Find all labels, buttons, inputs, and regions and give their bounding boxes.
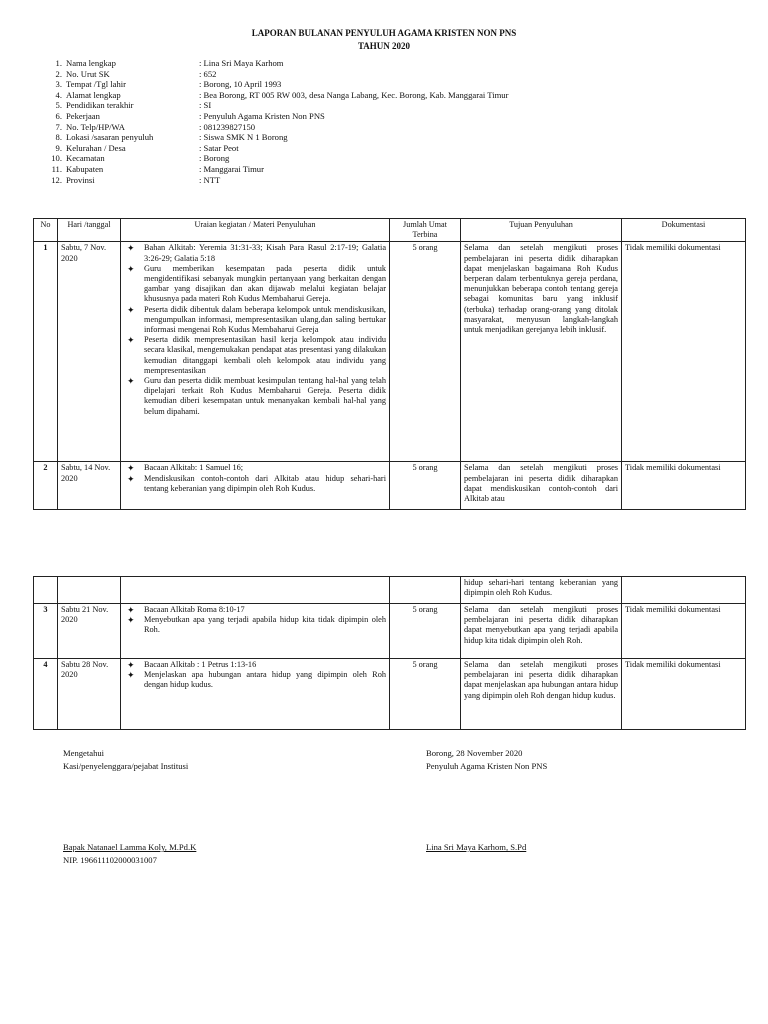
cell-uraian xyxy=(121,604,390,659)
activity-list xyxy=(124,463,386,494)
profile-label: Kelurahan / Desa xyxy=(66,142,126,153)
table-row-continuation xyxy=(34,577,746,604)
profile-row xyxy=(46,90,746,101)
activity-list xyxy=(124,605,386,636)
profile-label: Lokasi /sasaran penyuluh xyxy=(66,132,154,143)
profile-value: : SI xyxy=(199,100,212,111)
profile-number: 5. xyxy=(55,100,62,111)
cell-jumlah: 5 orang xyxy=(390,462,461,510)
sig-left-line1: Mengetahui xyxy=(63,748,105,758)
activity-item xyxy=(124,376,386,417)
activity-item xyxy=(124,305,386,336)
activity-text: Menyebutkan apa yang terjadi apabila hidup kita tidak dipimpin oleh Roh. xyxy=(144,615,386,635)
profile-number: 6. xyxy=(55,110,62,121)
profile-value: : 652 xyxy=(199,68,217,79)
profile-row xyxy=(46,100,746,111)
activity-text: Bahan Alkitab: Yeremia 31:31-33; Kisah Para Rasul 2:17-19; Galatia 3:26-29; Galatia 5:18 xyxy=(144,243,386,263)
profile-row xyxy=(46,58,746,69)
profile-number: 10. xyxy=(51,153,62,164)
profile-value: : Penyuluh Agama Kristen Non PNS xyxy=(199,110,325,121)
activity-table-continued xyxy=(33,576,746,730)
cell-uraian xyxy=(121,462,390,510)
bullet-icon: ✦ xyxy=(127,473,135,484)
activity-table xyxy=(33,218,746,510)
cell-jumlah: 5 orang xyxy=(390,659,461,730)
profile-row xyxy=(46,164,746,175)
activity-list xyxy=(124,243,386,416)
cell-dokumentasi: Tidak memiliki dokumentasi xyxy=(622,242,746,462)
header-dokumentasi: Dokumentasi xyxy=(622,219,746,242)
profile-value: : Bea Borong, RT 005 RW 003, desa Nanga Labang, Kec. Borong, Kab. Manggarai Timur xyxy=(199,89,509,100)
bullet-icon: ✦ xyxy=(127,605,135,615)
bullet-icon: ✦ xyxy=(127,304,135,315)
profile-row xyxy=(46,153,746,164)
profile-value: : Lina Sri Maya Karhom xyxy=(199,58,284,68)
profile-value: : Satar Peot xyxy=(199,142,239,153)
profile-number: 12. xyxy=(51,174,62,185)
cell-tujuan: Selama dan setelah mengikuti proses pembelajaran ini peserta didik diharapkan dapat menjelaskan bagaimana Roh Kudus berperan dalam terbentuknya gereja perdana, menunjukkan beberapa contoh tentang gereja sebagai komunitas baru yang inklusif (terbuka) terhadap orang-orang yang ditolak masyarakat, menyusun langkah-langkah untuk menjadikan gerejanya lebih inklusif. xyxy=(461,242,622,462)
cell-dokumentasi: Tidak memiliki dokumentasi xyxy=(622,604,746,659)
profile-label: Provinsi xyxy=(66,174,95,185)
bullet-icon: ✦ xyxy=(127,335,135,346)
activity-item xyxy=(124,670,386,690)
profile-number: 3. xyxy=(55,79,62,90)
profile-value: : NTT xyxy=(199,174,221,185)
profile-label: No. Urut SK xyxy=(66,68,110,79)
cell-no: 1 xyxy=(34,242,58,462)
profile-row xyxy=(46,132,746,143)
activity-item xyxy=(124,243,386,263)
cell-uraian xyxy=(121,242,390,462)
profile-number: 9. xyxy=(55,142,62,153)
sig-left-nip: NIP. 196611102000031007 xyxy=(63,855,157,865)
activity-list xyxy=(124,660,386,691)
profile-row xyxy=(46,79,746,90)
profile-label: Nama lengkap xyxy=(66,58,116,68)
activity-item xyxy=(124,660,386,670)
profile-number: 7. xyxy=(55,121,62,132)
cell-tanggal: Sabtu, 7 Nov. 2020 xyxy=(58,242,121,462)
cell-no: 3 xyxy=(34,604,58,659)
profile-value: : 081239827150 xyxy=(199,121,256,132)
profile-row xyxy=(46,111,746,122)
activity-item xyxy=(124,264,386,305)
bullet-icon: ✦ xyxy=(127,263,135,274)
activity-text: Guru dan peserta didik membuat kesimpulan tentang hal-hal yang telah dipelajari terkait Roh Kudus Membaharui Gereja. Peserta didik kemudian diberi kesempatan untuk menanyakan kembali hal-hal yang belum dipahami. xyxy=(144,376,386,416)
profile-value: : Borong xyxy=(199,153,230,164)
cell-tanggal: Sabtu, 14 Nov. 2020 xyxy=(58,462,121,510)
report-title-line2: TAHUN 2020 xyxy=(357,41,411,51)
activity-item xyxy=(124,615,386,635)
sig-left-name: Bapak Natanael Lamma Koly, M.Pd.K xyxy=(63,842,197,852)
activity-text: Peserta didik dibentuk dalam beberapa kelompok untuk mendiskusikan, mengumpulkan informasi, mempresentasikan ulang,dan saling bertukar informasi mengenai Roh Kudus Membaharui Gereja xyxy=(144,304,386,335)
cell-uraian xyxy=(121,659,390,730)
bullet-icon: ✦ xyxy=(127,660,135,670)
activity-item xyxy=(124,335,386,376)
profile-label: Pendidikan terakhir xyxy=(66,100,134,111)
profile-row xyxy=(46,143,746,154)
activity-text: Peserta didik mempresentasikan hasil kerja kelompok atau individu secara klasikal, mengemukakan pendapat atas presentasi yang dilakukan kemudian ditanggapi kembali oleh kelompok atau individu yang mempresentasikan xyxy=(144,335,386,375)
profile-label: Alamat lengkap xyxy=(66,89,121,100)
cell-jumlah: 5 orang xyxy=(390,604,461,659)
profile-list xyxy=(46,58,746,185)
activity-item xyxy=(124,605,386,615)
sig-left-line2: Kasi/penyelenggara/pejabat Institusi xyxy=(63,761,189,771)
cell-tujuan: Selama dan setelah mengikuti proses pembelajaran ini peserta didik diharapkan dapat mendiskusikan contoh-contoh dari Alkitab atau xyxy=(461,462,622,510)
profile-value: : Manggarai Timur xyxy=(199,163,264,174)
profile-label: Tempat /Tgl lahir xyxy=(66,79,127,90)
activity-text: Bacaan Alkitab: 1 Samuel 16; xyxy=(144,463,244,473)
table-header-row xyxy=(34,219,746,242)
profile-number: 4. xyxy=(55,89,62,100)
header-tanggal: Hari /tanggal xyxy=(58,219,121,242)
table-row xyxy=(34,659,746,730)
profile-row xyxy=(46,69,746,80)
profile-number: 2. xyxy=(55,68,62,79)
sig-right-line2: Penyuluh Agama Kristen Non PNS xyxy=(426,761,548,771)
cell-tujuan: Selama dan setelah mengikuti proses pembelajaran ini peserta didik diharapkan dapat menjelaskan apa hubungan antara hidup yang dipimpin oleh Roh dengan hidup kudus. xyxy=(461,659,622,730)
bullet-icon: ✦ xyxy=(127,463,135,474)
activity-text: Bacaan Alkitab : 1 Petrus 1:13-16 xyxy=(144,660,257,669)
table-row xyxy=(34,242,746,462)
profile-number: 8. xyxy=(55,132,62,143)
activity-text: Mendiskusikan contoh-contoh dari Alkitab atau hidup sehari-hari tentang keberanian yang dipimpin oleh Roh Kudus. xyxy=(144,473,386,493)
activity-text: Guru memberikan kesempatan pada peserta didik untuk mengidentifikasi sebanyak mungkin pertanyaan yang berkaitan dengan gambar yang disajikan dan akan dijawab melalui kegiatan belajar khususnya pada materi Roh Kudus Membaharui Gereja. xyxy=(144,263,386,304)
continuation-text: hidup sehari-hari tentang keberanian yang dipimpin oleh Roh Kudus. xyxy=(461,577,622,604)
table-row xyxy=(34,462,746,510)
activity-item xyxy=(124,463,386,473)
cell-dokumentasi: Tidak memiliki dokumentasi xyxy=(622,659,746,730)
profile-label: No. Telp/HP/WA xyxy=(66,121,125,132)
header-no: No xyxy=(34,219,58,242)
profile-label: Pekerjaan xyxy=(66,110,100,121)
cell-jumlah: 5 orang xyxy=(390,242,461,462)
profile-number: 11. xyxy=(51,163,62,174)
report-title-line1: LAPORAN BULANAN PENYULUH AGAMA KRISTEN NON PNS xyxy=(251,28,517,38)
activity-text: Menjelaskan apa hubungan antara hidup yang dipimpin oleh Roh dengan hidup kudus. xyxy=(144,670,386,690)
activity-item xyxy=(124,474,386,494)
profile-label: Kecamatan xyxy=(66,153,105,164)
sig-right-name: Lina Sri Maya Karhom, S.Pd xyxy=(426,842,527,852)
profile-row xyxy=(46,122,746,133)
profile-number: 1. xyxy=(55,58,62,68)
bullet-icon: ✦ xyxy=(127,376,135,387)
cell-tujuan: Selama dan setelah mengikuti proses pembelajaran ini peserta didik diharapkan dapat menyebutkan apa yang terjadi apabila hidup kita tidak dipimpin oleh Roh. xyxy=(461,604,622,659)
profile-row xyxy=(46,175,746,186)
cell-tanggal: Sabtu 21 Nov. 2020 xyxy=(58,604,121,659)
header-uraian: Uraian kegiatan / Materi Penyuluhan xyxy=(121,219,390,242)
sig-right-line1: Borong, 28 November 2020 xyxy=(426,748,523,758)
cell-no: 2 xyxy=(34,462,58,510)
profile-value: : Siswa SMK N 1 Borong xyxy=(199,132,288,143)
profile-label: Kabupaten xyxy=(66,163,104,174)
header-jumlah: Jumlah Umat Terbina xyxy=(390,219,461,242)
profile-value: : Borong, 10 April 1993 xyxy=(199,79,282,90)
cell-no: 4 xyxy=(34,659,58,730)
bullet-icon: ✦ xyxy=(127,615,135,626)
table-row xyxy=(34,604,746,659)
activity-text: Bacaan Alkitab Roma 8:10-17 xyxy=(144,605,245,614)
cell-tanggal: Sabtu 28 Nov. 2020 xyxy=(58,659,121,730)
bullet-icon: ✦ xyxy=(127,670,135,681)
cell-dokumentasi: Tidak memiliki dokumentasi xyxy=(622,462,746,510)
bullet-icon: ✦ xyxy=(127,243,135,254)
header-tujuan: Tujuan Penyuluhan xyxy=(461,219,622,242)
